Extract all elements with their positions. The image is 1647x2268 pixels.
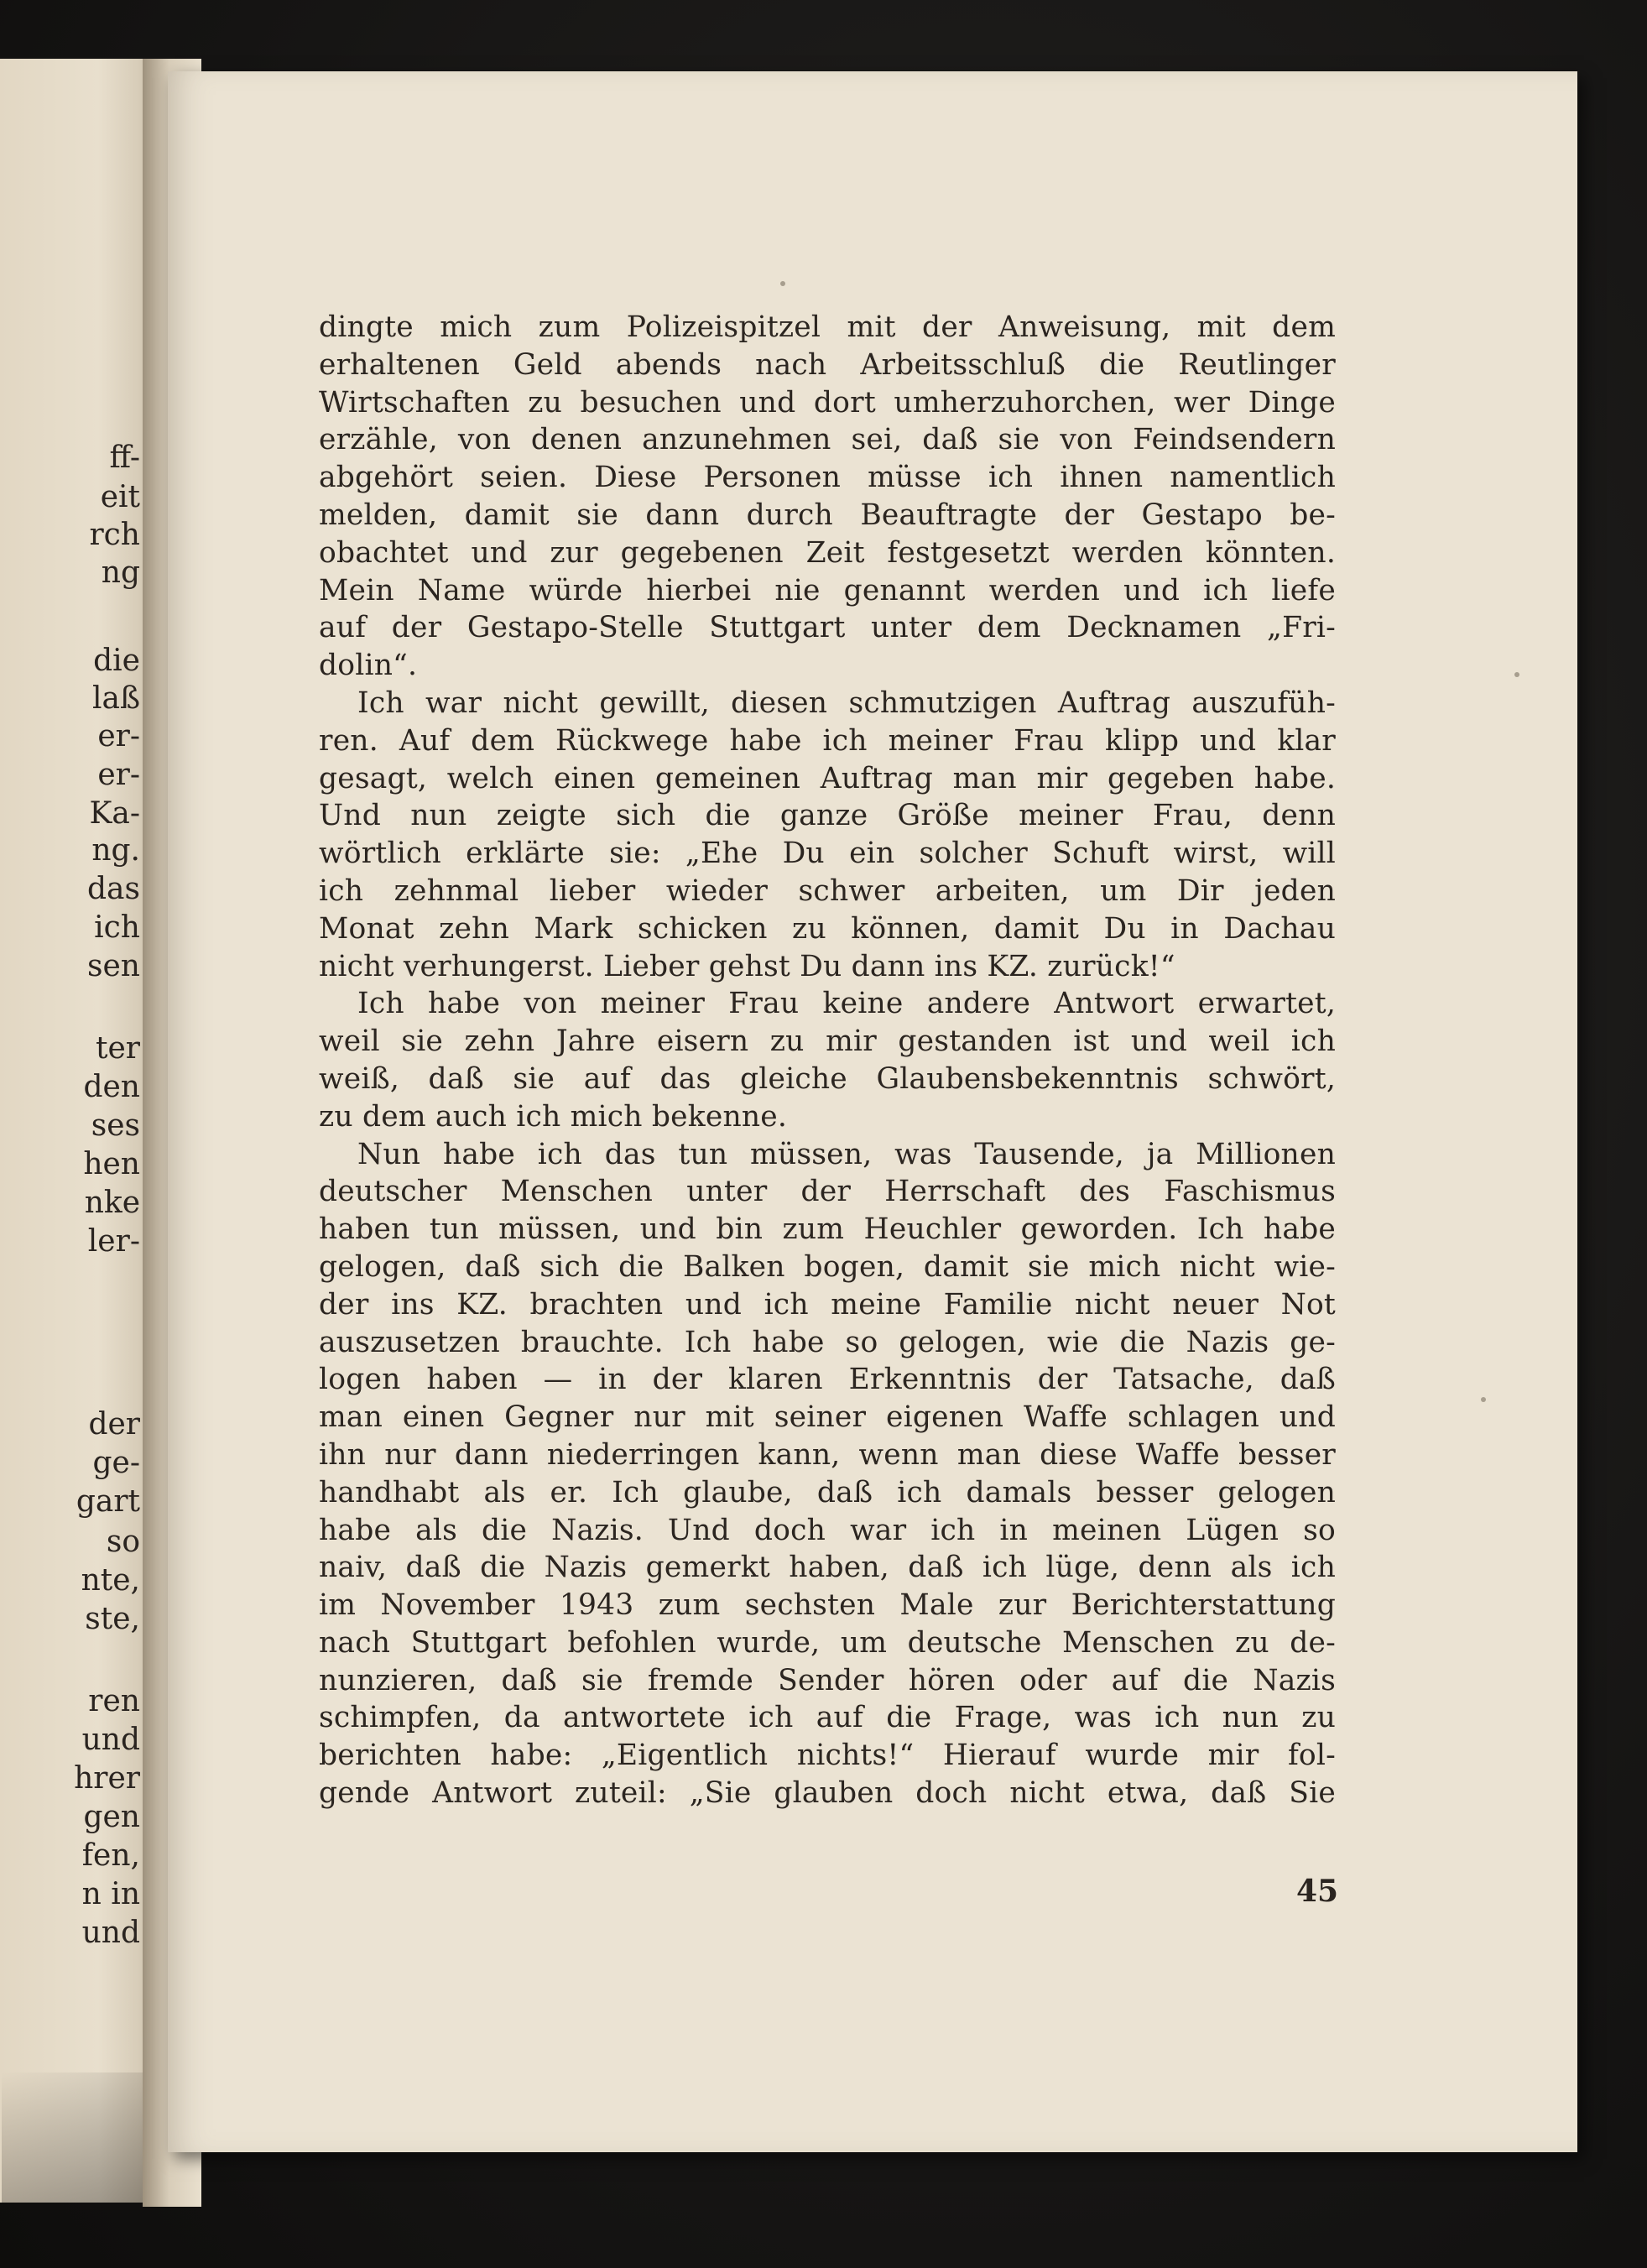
page-body-text [319, 309, 1336, 1812]
text-line: habe als die Nazis. Und doch war ich in meinen Lügen so [319, 1513, 1336, 1547]
fragment: eit [100, 480, 140, 514]
text-line: Ich war nicht gewillt, diesen schmutzigen Auftrag auszufüh- [357, 686, 1336, 720]
text-line: zu dem auch ich mich bekenne. [319, 1099, 788, 1134]
text-line: weiß, daß sie auf das gleiche Glaubensbekenntnis schwört, [319, 1061, 1336, 1096]
fragment: ff- [109, 441, 140, 475]
text-line: erhaltenen Geld abends nach Arbeitsschluß die Reutlinger [319, 347, 1336, 382]
text-line: Ich habe von meiner Frau keine andere Antwort erwartet, [357, 987, 1336, 1021]
text-line: dolin“. [319, 649, 418, 683]
fragment: gart [76, 1484, 140, 1519]
text-line: Wirtschaften zu besuchen und dort umherzuhorchen, wer Dinge [319, 385, 1336, 420]
text-line: nunzieren, daß sie fremde Sender hören oder auf die Nazis [319, 1663, 1336, 1697]
text-line: obachtet und zur gegebenen Zeit festgesetzt werden könnten. [319, 535, 1336, 570]
text-line: gesagt, welch einen gemeinen Auftrag man mir gegeben habe. [319, 761, 1336, 795]
text-line: gende Antwort zuteil: „Sie glauben doch nicht etwa, daß Sie [319, 1776, 1336, 1811]
fragment: er- [97, 719, 140, 753]
fragment: ste, [85, 1602, 140, 1636]
fragment: er- [97, 758, 140, 792]
fragment: ren [88, 1684, 140, 1718]
fragment: laß [91, 681, 140, 716]
text-line: abgehört seien. Diese Personen müsse ich ihnen namentlich [319, 461, 1336, 495]
text-line: handhabt als er. Ich glaube, daß ich damals besser gelogen [319, 1475, 1336, 1509]
paper-speck [1481, 1397, 1486, 1402]
text-line: ren. Auf dem Rückwege habe ich meiner Frau klipp und klar [319, 723, 1336, 758]
page-curl-shadow [2, 2072, 149, 2203]
fragment: Ka- [89, 796, 140, 831]
fragment: ng. [91, 833, 140, 868]
text-line: auf der Gestapo-Stelle Stuttgart unter dem Decknamen „Fri- [319, 611, 1336, 645]
text-line: Und nun zeigte sich die ganze Größe meiner Frau, denn [319, 799, 1336, 833]
text-line: haben tun müssen, und bin zum Heuchler geworden. Ich habe [319, 1212, 1336, 1247]
page-number: 45 [1296, 1874, 1339, 1909]
fragment: und [81, 1916, 140, 1950]
text-line: ich zehnmal lieber wieder schwer arbeiten, um Dir jeden [319, 873, 1336, 908]
previous-page-edge [0, 59, 164, 2203]
fragment: fen, [81, 1838, 140, 1873]
text-line: ihn nur dann niederringen kann, wenn man diese Waffe besser [319, 1437, 1336, 1472]
text-line: nicht verhungerst. Lieber gehst Du dann ins KZ. zurück!“ [319, 949, 1175, 983]
text-line: auszusetzen brauchte. Ich habe so gelogen, wie die Nazis ge- [319, 1325, 1336, 1359]
fragment: die [93, 644, 140, 678]
text-line: deutscher Menschen unter der Herrschaft des Faschismus [319, 1175, 1336, 1209]
fragment: sen [87, 949, 140, 983]
text-line: berichten habe: „Eigentlich nichts!“ Hierauf wurde mir fol- [319, 1739, 1336, 1773]
text-line: im November 1943 zum sechsten Male zur Berichterstattung [319, 1588, 1336, 1623]
fragment: rch [89, 518, 140, 552]
fragment: nke [84, 1186, 140, 1220]
text-line: dingte mich zum Polizeispitzel mit der Anweisung, mit dem [319, 310, 1336, 344]
fragment: hrer [74, 1761, 140, 1796]
text-line: der ins KZ. brachten und ich meine Familie nicht neuer Not [319, 1287, 1336, 1322]
text-line: Nun habe ich das tun müssen, was Tausende, ja Millionen [357, 1137, 1336, 1171]
fragment: n in [81, 1877, 140, 1911]
text-line: erzähle, von denen anzunehmen sei, daß sie von Feindsendern [319, 423, 1336, 457]
text-line: schimpfen, da antwortete ich auf die Frage, was ich nun zu [319, 1701, 1336, 1735]
fragment: gen [83, 1800, 140, 1834]
fragment: ses [91, 1108, 140, 1143]
text-line: gelogen, daß sich die Balken bogen, damit sie mich nicht wie- [319, 1249, 1336, 1284]
text-line: nach Stuttgart befohlen wurde, um deutsche Menschen zu de- [319, 1625, 1336, 1660]
text-line: man einen Gegner nur mit seiner eigenen Waffe schlagen und [319, 1400, 1336, 1435]
fragment: ich [94, 910, 140, 945]
text-line: wörtlich erklärte sie: „Ehe Du ein solcher Schuft wirst, will [319, 837, 1336, 871]
fragment: der [88, 1407, 140, 1442]
text-line: weil sie zehn Jahre eisern zu mir gestanden ist und weil ich [319, 1025, 1336, 1059]
fragment: so [106, 1525, 140, 1559]
fragment: den [83, 1070, 140, 1104]
text-line: naiv, daß die Nazis gemerkt haben, daß ich lüge, denn als ich [319, 1551, 1336, 1585]
fragment: und [81, 1723, 140, 1757]
fragment: hen [83, 1147, 140, 1181]
text-line: Mein Name würde hierbei nie genannt werden und ich liefe [319, 573, 1336, 607]
text-line: melden, damit sie dann durch Beauftragte der Gestapo be- [319, 498, 1336, 532]
paper-speck [1514, 672, 1519, 677]
fragment: ter [96, 1031, 140, 1066]
text-line: logen haben — in der klaren Erkenntnis der Tatsache, daß [319, 1363, 1336, 1397]
paper-speck [780, 281, 785, 286]
fragment: das [87, 872, 140, 906]
text-line: Monat zehn Mark schicken zu können, damit Du in Dachau [319, 911, 1336, 946]
fragment: ge- [92, 1446, 140, 1480]
fragment: ler- [87, 1224, 140, 1259]
book-page [168, 71, 1577, 2152]
fragment: ng [101, 555, 140, 590]
fragment: nte, [81, 1563, 140, 1598]
